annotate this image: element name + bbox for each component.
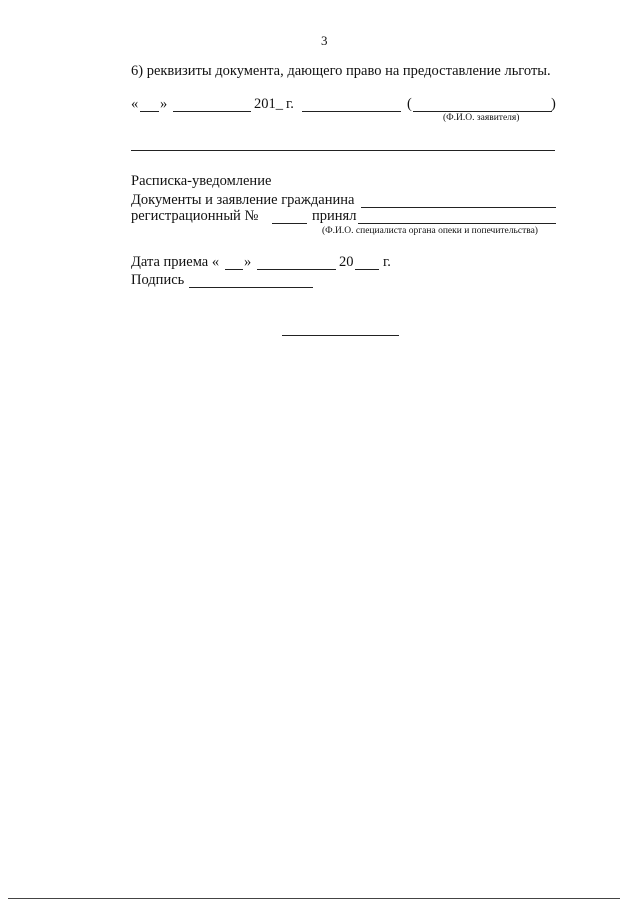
applicant-fio-caption: (Ф.И.О. заявителя): [443, 113, 520, 123]
month-blank: [173, 111, 251, 112]
accepted-label: принял: [312, 208, 357, 224]
page-number: 3: [321, 33, 328, 48]
applicant-fio-blank: [413, 111, 552, 112]
receipt-day-blank: [225, 269, 243, 270]
receipt-year-suffix: г.: [383, 254, 391, 270]
year-suffix: г.: [286, 96, 294, 112]
item-6-text: 6) реквизиты документа, дающего право на предоставление льготы.: [131, 63, 551, 79]
reg-number-label: регистрационный №: [131, 208, 259, 224]
paren-close: ): [551, 96, 556, 112]
receipt-signature-blank: [189, 287, 313, 288]
day-blank: [140, 111, 159, 112]
citizen-name-blank: [361, 207, 556, 208]
receipt-date-close: »: [244, 254, 252, 270]
date-quote-open: «: [131, 96, 139, 112]
paren-open: (: [407, 96, 412, 112]
closing-rule: [282, 335, 399, 336]
scan-edge-line: [8, 898, 620, 899]
specialist-caption: (Ф.И.О. специалиста органа опеки и попечительства): [322, 226, 538, 236]
signature-blank: [302, 111, 401, 112]
receipt-date-label: Дата приема «: [131, 254, 220, 270]
signature-label: Подпись: [131, 272, 185, 288]
full-width-line: [131, 150, 555, 151]
year-prefix: 201_: [254, 96, 283, 112]
date-quote-close: »: [160, 96, 168, 112]
receipt-year-blank: [355, 269, 379, 270]
reg-number-blank: [272, 223, 307, 224]
specialist-blank: [358, 223, 556, 224]
receipt-month-blank: [257, 269, 336, 270]
receipt-year-prefix: 20: [339, 254, 354, 270]
receipt-title: Расписка-уведомление: [131, 173, 272, 189]
documents-label: Документы и заявление гражданина: [131, 192, 355, 208]
